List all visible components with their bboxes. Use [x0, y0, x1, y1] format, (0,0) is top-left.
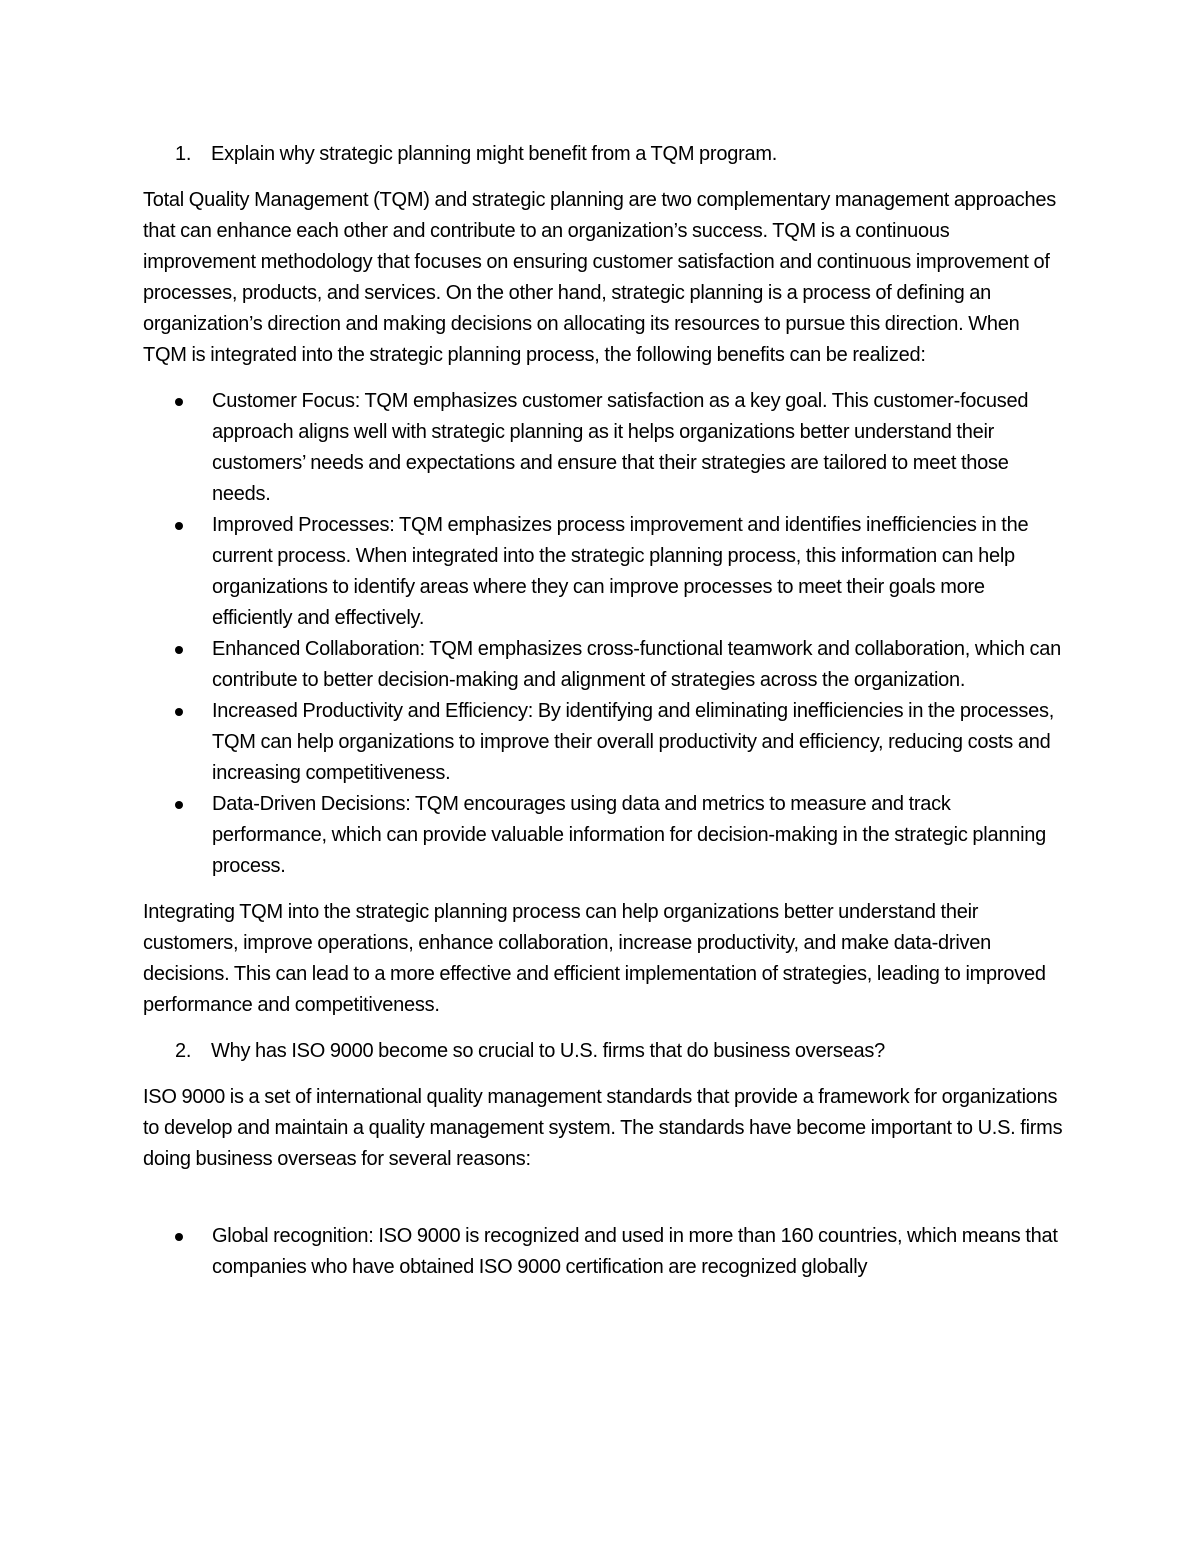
- question-1-number: 1.: [175, 143, 192, 165]
- document-page: [143, 139, 1063, 1298]
- answer-2-intro: ISO 9000 is a set of international quality management standards that provide a framework for organizations to develop and maintain a quality management system. The standards have become important to U.S. firms doing business overseas for several reasons:: [143, 1086, 1063, 1170]
- blank-line: [143, 1190, 1063, 1221]
- answer-2-bullet-list: [143, 1221, 1063, 1283]
- answer-1-conclusion: Integrating TQM into the strategic planning process can help organizations better understand their customers, improve operations, enhance collaboration, increase productivity, and make data-driven decisions. This can lead to a more effective and efficient implementation of strategies, leading to improved performance and competitiveness.: [143, 901, 1046, 1016]
- list-item: [143, 386, 1063, 510]
- list-item: [143, 696, 1063, 789]
- bullet-icon: [143, 510, 212, 634]
- question-2-text: Why has ISO 9000 become so crucial to U.S. firms that do business overseas?: [211, 1040, 885, 1062]
- question-2-heading: [143, 1036, 1063, 1067]
- bullet-icon: [143, 789, 212, 882]
- question-1-heading: [143, 139, 1063, 170]
- bullet-text: Global recognition: ISO 9000 is recognized and used in more than 160 countries, which means that companies who have obtained ISO 9000 certification are recognized globally: [212, 1225, 1058, 1278]
- list-item: [143, 1221, 1063, 1283]
- list-item: [143, 789, 1063, 882]
- bullet-text: Customer Focus: TQM emphasizes customer satisfaction as a key goal. This customer-focused approach aligns well with strategic planning as it helps organizations better understand their customers’ needs and expectations and ensure that their strategies are tailored to meet those needs.: [212, 390, 1029, 505]
- list-item: [143, 634, 1063, 696]
- bullet-text: Data-Driven Decisions: TQM encourages using data and metrics to measure and track performance, which can provide valuable information for decision-making in the strategic planning process.: [212, 793, 1047, 877]
- question-2-number: 2.: [175, 1040, 192, 1062]
- bullet-text: Enhanced Collaboration: TQM emphasizes cross-functional teamwork and collaboration, which can contribute to better decision-making and alignment of strategies across the organization.: [212, 638, 1061, 691]
- bullet-icon: [143, 1221, 212, 1283]
- bullet-text: Increased Productivity and Efficiency: By identifying and eliminating inefficiencies in the processes, TQM can help organizations to improve their overall productivity and efficiency, reducing costs and increasing competitiveness.: [212, 700, 1055, 784]
- answer-1-bullet-list: [143, 386, 1063, 882]
- answer-1-intro: Total Quality Management (TQM) and strategic planning are two complementary management approaches that can enhance each other and contribute to an organization’s success. TQM is a continuous improvement methodology that focuses on ensuring customer satisfaction and continuous improvement of processes, products, and services. On the other hand, strategic planning is a process of defining an organization’s direction and making decisions on allocating its resources to pursue this direction. When TQM is integrated into the strategic planning process, the following benefits can be realized:: [143, 189, 1056, 366]
- bullet-icon: [143, 696, 212, 789]
- question-1-text: Explain why strategic planning might benefit from a TQM program.: [211, 143, 778, 165]
- list-item: [143, 510, 1063, 634]
- bullet-icon: [143, 386, 212, 510]
- bullet-icon: [143, 634, 212, 696]
- bullet-text: Improved Processes: TQM emphasizes process improvement and identifies inefficiencies in the current process. When integrated into the strategic planning process, this information can help organizations to identify areas where they can improve processes to meet their goals more efficiently and effectively.: [212, 514, 1029, 629]
